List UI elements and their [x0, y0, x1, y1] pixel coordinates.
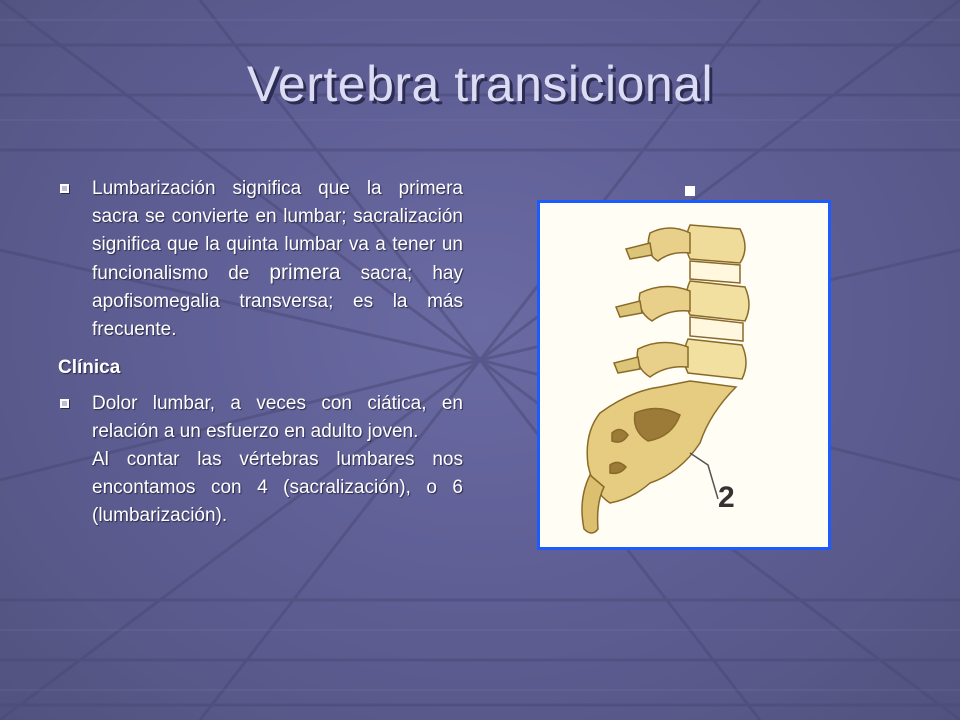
section-heading-clinica: Clínica — [58, 357, 121, 378]
spine-image — [537, 200, 831, 550]
paragraph-lumbarizacion — [92, 175, 463, 344]
paragraph-line-2: Al contar las vértebras lumbares nos encontamos con 4 (sacralización), o 6 (lumbarización). — [92, 449, 463, 526]
slide-title: Vertebra transicional — [246, 56, 714, 112]
paragraph-clinica — [92, 390, 463, 530]
paragraph-part-b: primera — [269, 261, 341, 284]
bullet-item-2 — [58, 390, 463, 530]
paragraph-part-c: sacra; hay apofisomegalia transversa; es la más frecuente. — [92, 263, 463, 340]
bullet-item-1 — [58, 175, 463, 344]
paragraph-line-1: Dolor lumbar, a veces con ciática, en relación a un esfuerzo en adulto joven. — [92, 393, 463, 442]
text-column — [58, 175, 463, 530]
square-bullet-icon — [60, 399, 69, 408]
paragraph-part-a: Lumbarización significa que la primera sacra se convierte en lumbar; sacralización significa que la quinta lumbar va a tener un funcionalismo de — [92, 178, 463, 284]
square-bullet-icon — [60, 184, 69, 193]
figure-label: 2 — [718, 481, 735, 514]
spine-illustration — [540, 203, 828, 547]
square-bullet-icon — [685, 186, 695, 196]
